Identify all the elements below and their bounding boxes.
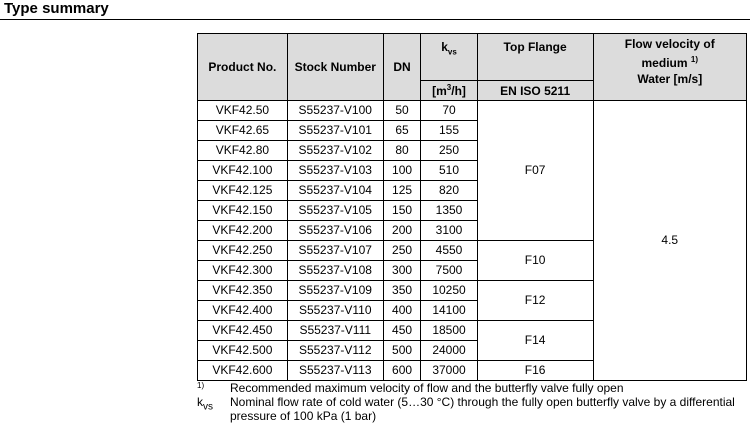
cell-kvs: 18500	[421, 321, 477, 341]
header-flow-velocity	[593, 34, 746, 101]
cell-dn: 400	[383, 301, 421, 321]
cell-velocity: 4.5	[593, 101, 746, 381]
cell-kvs: 1350	[421, 201, 477, 221]
type-summary-table	[197, 33, 747, 381]
cell-flange-f12: F12	[477, 281, 593, 321]
cell-product: VKF42.500	[198, 341, 288, 361]
footnote-kvs-subscript: vs	[203, 401, 213, 413]
table-row	[198, 101, 747, 121]
header-product-no: Product No.	[198, 34, 288, 101]
cell-stock: S55237-V108	[287, 261, 383, 281]
cell-kvs: 250	[421, 141, 477, 161]
cell-stock: S55237-V104	[287, 181, 383, 201]
footnote-1-marker: 1)	[197, 381, 205, 390]
heading-divider	[0, 19, 750, 20]
cell-flange-f14: F14	[477, 321, 593, 361]
cell-product: VKF42.600	[198, 361, 288, 381]
cell-dn: 150	[383, 201, 421, 221]
cell-dn: 250	[383, 241, 421, 261]
cell-product: VKF42.80	[198, 141, 288, 161]
header-kvs	[421, 34, 477, 81]
cell-stock: S55237-V110	[287, 301, 383, 321]
cell-stock: S55237-V109	[287, 281, 383, 301]
kvs-unit-prefix: [m	[432, 84, 447, 98]
header-velocity-line2-wrap	[594, 52, 746, 71]
cell-stock: S55237-V101	[287, 121, 383, 141]
cell-product: VKF42.150	[198, 201, 288, 221]
header-flange-standard: EN ISO 5211	[477, 81, 593, 101]
footnote-kvs	[197, 395, 747, 423]
cell-kvs: 7500	[421, 261, 477, 281]
cell-product: VKF42.50	[198, 101, 288, 121]
header-velocity-line1: Flow velocity of	[624, 37, 715, 51]
cell-flange-f10: F10	[477, 241, 593, 281]
cell-kvs: 4550	[421, 241, 477, 261]
cell-dn: 125	[383, 181, 421, 201]
kvs-unit-exponent: 3	[446, 83, 452, 92]
header-stock-number: Stock Number	[287, 34, 383, 101]
cell-flange-f16: F16	[477, 361, 593, 381]
cell-stock: S55237-V105	[287, 201, 383, 221]
cell-dn: 450	[383, 321, 421, 341]
cell-dn: 65	[383, 121, 421, 141]
footnotes	[197, 381, 747, 423]
header-velocity-footnote-ref: 1)	[690, 55, 698, 64]
cell-product: VKF42.100	[198, 161, 288, 181]
cell-stock: S55237-V111	[287, 321, 383, 341]
kvs-unit-suffix: /h]	[451, 84, 466, 98]
footnote-1-text: Recommended maximum velocity of flow and the butterfly valve fully open	[230, 381, 624, 395]
cell-dn: 200	[383, 221, 421, 241]
footnote-1	[197, 381, 747, 395]
cell-dn: 300	[383, 261, 421, 281]
cell-kvs: 3100	[421, 221, 477, 241]
cell-dn: 80	[383, 141, 421, 161]
cell-product: VKF42.400	[198, 301, 288, 321]
header-velocity-line3: Water [m/s]	[637, 72, 703, 86]
cell-kvs: 155	[421, 121, 477, 141]
cell-product: VKF42.300	[198, 261, 288, 281]
cell-product: VKF42.200	[198, 221, 288, 241]
header-kvs-unit	[421, 81, 477, 101]
cell-dn: 600	[383, 361, 421, 381]
cell-kvs: 14100	[421, 301, 477, 321]
cell-dn: 50	[383, 101, 421, 121]
cell-dn: 500	[383, 341, 421, 361]
cell-kvs: 820	[421, 181, 477, 201]
cell-stock: S55237-V103	[287, 161, 383, 181]
cell-product: VKF42.350	[198, 281, 288, 301]
cell-kvs: 70	[421, 101, 477, 121]
header-velocity-line2: medium	[641, 56, 688, 70]
cell-product: VKF42.250	[198, 241, 288, 261]
header-top-flange: Top Flange	[477, 34, 593, 81]
cell-kvs: 10250	[421, 281, 477, 301]
cell-stock: S55237-V100	[287, 101, 383, 121]
footnote-kvs-marker	[197, 395, 230, 423]
cell-stock: S55237-V112	[287, 341, 383, 361]
cell-kvs: 510	[421, 161, 477, 181]
cell-stock: S55237-V106	[287, 221, 383, 241]
cell-stock: S55237-V102	[287, 141, 383, 161]
cell-stock: S55237-V107	[287, 241, 383, 261]
footnote-kvs-symbol: k	[197, 395, 203, 409]
header-kvs-subscript: vs	[447, 47, 457, 57]
cell-kvs: 24000	[421, 341, 477, 361]
cell-product: VKF42.125	[198, 181, 288, 201]
cell-product: VKF42.65	[198, 121, 288, 141]
cell-dn: 350	[383, 281, 421, 301]
cell-product: VKF42.450	[198, 321, 288, 341]
cell-flange-f07: F07	[477, 101, 593, 241]
header-kvs-symbol: k	[441, 40, 448, 54]
cell-kvs: 37000	[421, 361, 477, 381]
cell-stock: S55237-V113	[287, 361, 383, 381]
page-heading: Type summary	[4, 0, 109, 17]
cell-dn: 100	[383, 161, 421, 181]
header-dn: DN	[383, 34, 421, 101]
footnote-kvs-text: Nominal flow rate of cold water (5…30 °C) through the fully open butterfly valve by a differential pressure of 100 kPa (1 bar)	[230, 395, 735, 423]
